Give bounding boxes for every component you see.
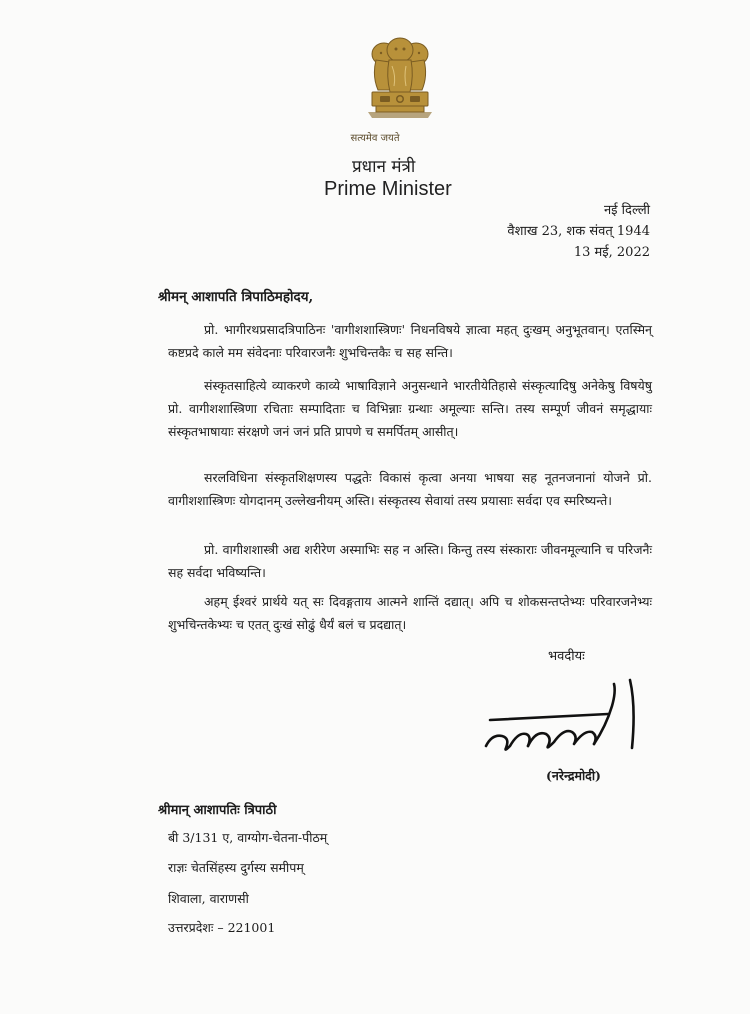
letterhead-title-english: Prime Minister [324, 178, 452, 200]
letterhead-title-hindi: प्रधान मंत्री [352, 157, 416, 177]
date-gregorian: 13 मई, 2022 [573, 245, 650, 260]
national-emblem-icon [362, 36, 438, 136]
address-line-3: शिवाला, वाराणसी [168, 891, 249, 906]
paragraph-2: संस्कृतसाहित्ये व्याकरणे काव्ये भाषाविज्ञाने अनुसन्धाने भारतीयेतिहासे संस्कृत्यादिषु अनेकेषु विषयेषु प्रो. वागीशशास्त्रिणा रचिताः सम्पादिताः च विभिन्नाः ग्रन्थाः अमूल्याः सन्ति। तस्य सम्पूर्ण जीवनं समृद्धायाः संस्कृतभाषायाः संरक्षणे जनं जनं प्रति प्रापणे च समर्पितम् आसीत्। [168, 378, 652, 439]
paragraph-3: सरलविधिना संस्कृतशिक्षणस्य पद्धतेः विकासं कृत्वा अनया भाषया सह नूतनजनानां योजने प्रो. वागीशशास्त्रिणः योगदानम् उल्लेखनीयम् अस्ति। संस्कृतस्य सेवायां तस्य प्रयासाः सर्वदा एव स्मरिष्यन्ते। [168, 470, 652, 508]
address-name: श्रीमान् आशापतिः त्रिपाठी [158, 803, 277, 818]
signer-name: (नरेन्द्रमोदी) [546, 768, 601, 783]
signature-icon [480, 676, 650, 758]
emblem-motto: सत्यमेव जयते [350, 133, 400, 144]
paragraph-1: प्रो. भागीरथप्रसादत्रिपाठिनः 'वागीशशास्त्रिणः' निधनविषये ज्ञात्वा महत् दुःखम् अनुभूतवान्। एतस्मिन् कष्टप्रदे काले मम संवेदनाः परिवारजनैः शुभचिन्तकैः च सह सन्ति। [168, 322, 652, 360]
place: नई दिल्ली [603, 203, 650, 218]
address-line-1: बी 3/131 ए, वाग्योग-चेतना-पीठम् [168, 830, 328, 845]
address-line-4: उत्तरप्रदेशः – 221001 [168, 920, 276, 935]
address-line-2: राज्ञः चेतसिंहस्य दुर्गस्य समीपम् [168, 860, 304, 875]
salutation: श्रीमन् आशापति त्रिपाठिमहोदय, [158, 289, 314, 305]
date-saka: वैशाख 23, शक संवत् 1944 [507, 224, 650, 239]
paragraph-4: प्रो. वागीशशास्त्री अद्य शरीरेण अस्माभिः सह न अस्ति। किन्तु तस्य संस्काराः जीवनमूल्यानि च परिजनैः सह सर्वदा भविष्यन्ति। [168, 542, 652, 580]
closing: भवदीयः [548, 649, 585, 664]
paragraph-5: अहम् ईश्वरं प्रार्थये यत् सः दिवङ्गताय आत्मने शान्तिं दद्यात्। अपि च शोकसन्तप्तेभ्यः परिवारजनेभ्यः शुभचिन्तकेभ्यः च एतत् दुःखं सोढुं धैर्यं बलं च प्रदद्यात्। [168, 594, 652, 632]
place-date-block [507, 200, 650, 263]
